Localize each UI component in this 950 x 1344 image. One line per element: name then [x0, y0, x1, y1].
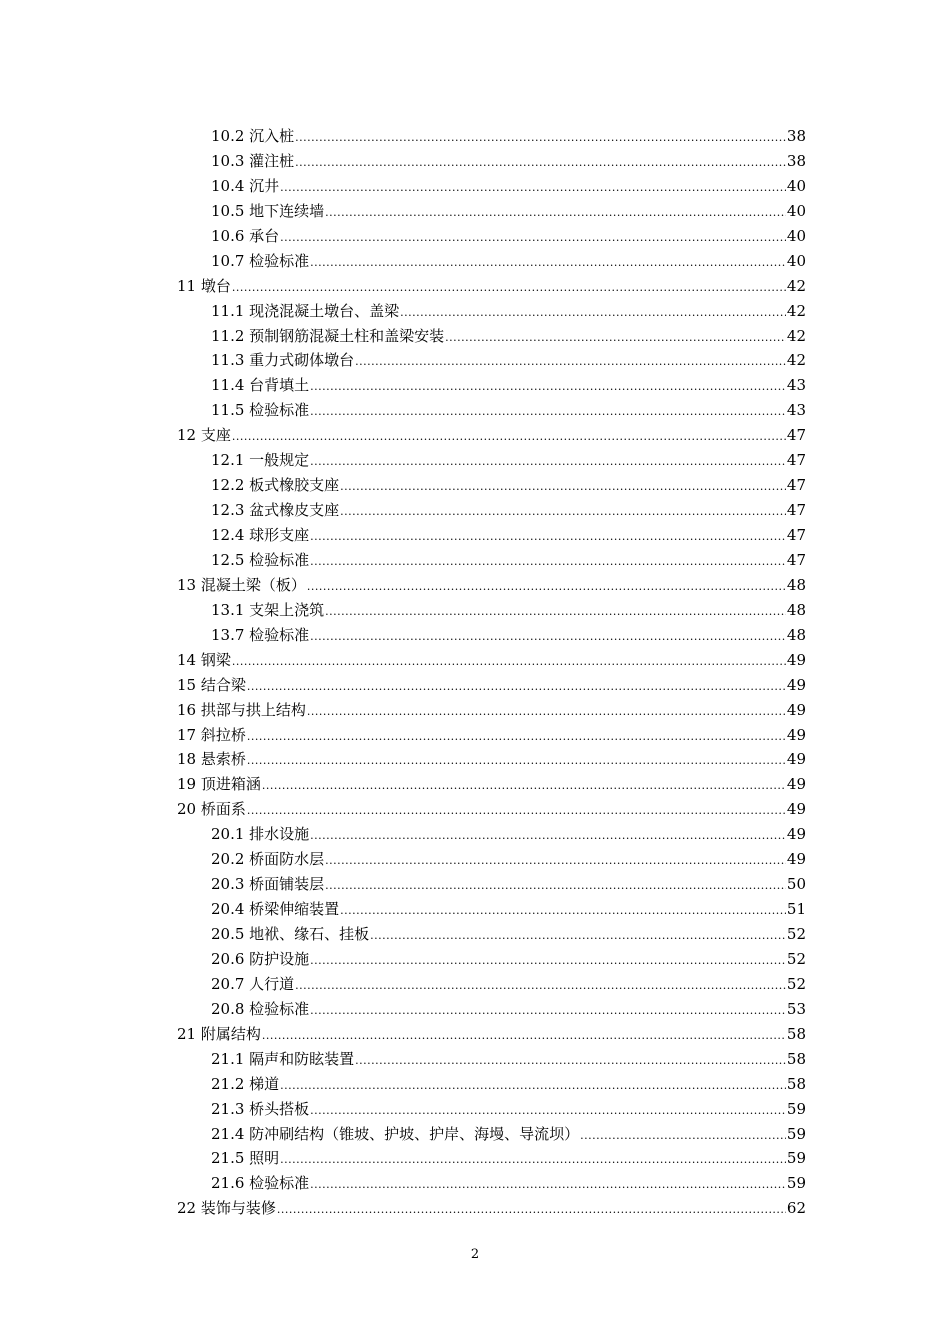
toc-entry[interactable]	[177, 897, 806, 922]
toc-entry[interactable]	[177, 972, 806, 997]
toc-entry-title: 11.3 重力式砌体墩台	[211, 351, 355, 370]
toc-entry-title: 11 墩台	[177, 276, 231, 295]
toc-dot-leader	[307, 575, 786, 600]
toc-entry-title: 21.1 隔声和防眩装置	[211, 1049, 355, 1068]
toc-entry-page: 51	[786, 900, 806, 919]
toc-dot-leader	[355, 1049, 786, 1074]
toc-entry-title: 20.8 检验标准	[211, 999, 310, 1018]
toc-entry[interactable]	[177, 423, 806, 448]
toc-dot-leader	[232, 650, 786, 675]
toc-entry-page: 49	[786, 700, 806, 719]
toc-dot-leader	[232, 276, 786, 301]
toc-entry-title: 14 钢梁	[177, 650, 231, 669]
toc-entry-page: 58	[786, 1024, 806, 1043]
toc-entry-title: 11.5 检验标准	[211, 401, 310, 420]
toc-entry-page: 40	[786, 226, 806, 245]
toc-entry-page: 59	[786, 1149, 806, 1168]
toc-entry[interactable]	[177, 174, 806, 199]
toc-entry[interactable]	[177, 324, 806, 349]
toc-dot-leader	[262, 774, 786, 799]
toc-entry[interactable]	[177, 797, 806, 822]
toc-entry-title: 21 附属结构	[177, 1024, 261, 1043]
toc-entry[interactable]	[177, 1097, 806, 1122]
toc-dot-leader	[325, 201, 786, 226]
toc-dot-leader	[280, 176, 786, 201]
toc-entry-page: 47	[786, 451, 806, 470]
toc-dot-leader	[310, 1173, 786, 1198]
toc-entry-page: 49	[786, 675, 806, 694]
toc-dot-leader	[310, 450, 786, 475]
toc-entry[interactable]	[177, 648, 806, 673]
toc-entry[interactable]	[177, 274, 806, 299]
toc-entry-page: 59	[786, 1174, 806, 1193]
toc-entry[interactable]	[177, 249, 806, 274]
toc-dot-leader	[310, 625, 786, 650]
toc-entry-title: 22 装饰与装修	[177, 1199, 276, 1218]
toc-entry-title: 21.5 照明	[211, 1149, 280, 1168]
toc-entry-page: 47	[786, 501, 806, 520]
toc-entry-page: 38	[786, 127, 806, 145]
toc-entry-title: 20.1 排水设施	[211, 825, 310, 844]
toc-entry[interactable]	[177, 1171, 806, 1196]
toc-entry-title: 10.7 检验标准	[211, 251, 310, 270]
toc-dot-leader	[280, 1074, 786, 1099]
toc-entry-page: 52	[786, 974, 806, 993]
toc-entry-page: 48	[786, 600, 806, 619]
toc-dot-leader	[247, 675, 786, 700]
toc-entry-title: 12 支座	[177, 426, 231, 445]
toc-entry-page: 38	[786, 151, 806, 170]
toc-entry[interactable]	[177, 573, 806, 598]
toc-dot-leader	[232, 425, 786, 450]
toc-entry-title: 13 混凝土梁（板）	[177, 575, 306, 594]
toc-entry-title: 10.6 承台	[211, 226, 280, 245]
toc-entry-page: 42	[786, 301, 806, 320]
toc-entry-title: 12.1 一般规定	[211, 451, 310, 470]
toc-dot-leader	[262, 1024, 786, 1049]
toc-entry-title: 11.2 预制钢筋混凝土柱和盖梁安装	[211, 326, 445, 345]
toc-dot-leader	[280, 226, 786, 251]
toc-entry-page: 42	[786, 351, 806, 370]
toc-entry-title: 10.3 灌注桩	[211, 151, 295, 170]
toc-entry-title: 13.7 检验标准	[211, 625, 310, 644]
toc-entry[interactable]	[177, 398, 806, 423]
toc-entry[interactable]	[177, 822, 806, 847]
toc-entry[interactable]	[177, 947, 806, 972]
toc-entry-title: 20.7 人行道	[211, 974, 295, 993]
toc-entry-page: 48	[786, 625, 806, 644]
toc-entry[interactable]	[177, 772, 806, 797]
toc-entry-page: 49	[786, 650, 806, 669]
toc-entry-title: 16 拱部与拱上结构	[177, 700, 306, 719]
toc-dot-leader	[295, 126, 786, 151]
toc-entry-page: 49	[786, 850, 806, 869]
toc-entry-page: 43	[786, 376, 806, 395]
toc-dot-leader	[310, 251, 786, 276]
toc-entry-title: 20.4 桥梁伸缩装置	[211, 900, 340, 919]
toc-entry[interactable]	[177, 1122, 806, 1147]
toc-entry-page: 40	[786, 201, 806, 220]
toc-entry[interactable]	[177, 224, 806, 249]
toc-entry-page: 49	[786, 775, 806, 794]
toc-dot-leader	[445, 326, 786, 351]
toc-entry-page: 47	[786, 476, 806, 495]
toc-entry-title: 12.3 盆式橡皮支座	[211, 501, 340, 520]
toc-entry-title: 10.5 地下连续墙	[211, 201, 325, 220]
toc-entry-page: 62	[786, 1199, 806, 1218]
toc-entry-page: 49	[786, 725, 806, 744]
toc-dot-leader	[310, 400, 786, 425]
toc-entry-title: 11.4 台背填土	[211, 376, 310, 395]
toc-entry-page: 49	[786, 750, 806, 769]
toc-entry-page: 53	[786, 999, 806, 1018]
toc-entry-title: 21.3 桥头搭板	[211, 1099, 310, 1118]
toc-entry[interactable]	[177, 673, 806, 698]
toc-dot-leader	[295, 151, 786, 176]
toc-entry[interactable]	[177, 623, 806, 648]
toc-entry-page: 52	[786, 949, 806, 968]
toc-entry[interactable]	[177, 498, 806, 523]
toc-entry-page: 52	[786, 925, 806, 943]
toc-entry-title: 11.1 现浇混凝土墩台、盖梁	[211, 301, 400, 320]
toc-dot-leader	[325, 600, 786, 625]
toc-entry-page: 43	[786, 401, 806, 420]
toc-entry-page: 48	[786, 575, 806, 594]
table-of-contents	[177, 124, 806, 1221]
toc-entry-page: 42	[786, 276, 806, 295]
toc-entry[interactable]	[177, 548, 806, 573]
toc-dot-leader	[310, 375, 786, 400]
toc-entry-title: 18 悬索桥	[177, 750, 246, 769]
toc-entry[interactable]	[177, 348, 806, 373]
toc-dot-leader	[340, 899, 786, 924]
toc-entry-title: 20.2 桥面防水层	[211, 850, 325, 869]
toc-entry-title: 20.3 桥面铺装层	[211, 875, 325, 894]
toc-entry-page: 58	[786, 1049, 806, 1068]
toc-entry-page: 47	[786, 550, 806, 569]
toc-entry-page: 49	[786, 800, 806, 819]
toc-dot-leader	[310, 949, 786, 974]
toc-entry-title: 12.2 板式橡胶支座	[211, 476, 340, 495]
toc-entry[interactable]	[177, 922, 806, 947]
toc-dot-leader	[400, 301, 786, 326]
toc-dot-leader	[370, 924, 786, 949]
toc-entry-title: 21.6 检验标准	[211, 1174, 310, 1193]
toc-dot-leader	[280, 1148, 786, 1173]
toc-entry[interactable]	[177, 997, 806, 1022]
toc-entry[interactable]	[177, 299, 806, 324]
toc-dot-leader	[310, 824, 786, 849]
toc-entry-page: 47	[786, 526, 806, 544]
toc-dot-leader	[340, 475, 786, 500]
toc-dot-leader	[295, 974, 786, 999]
toc-entry[interactable]	[177, 747, 806, 772]
toc-entry[interactable]	[177, 199, 806, 224]
toc-dot-leader	[310, 550, 786, 575]
toc-entry[interactable]	[177, 1196, 806, 1221]
toc-entry[interactable]	[177, 723, 806, 748]
toc-entry-title: 12.4 球形支座	[211, 526, 310, 544]
toc-entry[interactable]	[177, 523, 806, 548]
toc-dot-leader	[325, 874, 786, 899]
toc-entry-title: 10.2 沉入桩	[211, 127, 295, 145]
toc-entry[interactable]	[177, 149, 806, 174]
toc-entry-page: 49	[786, 825, 806, 844]
toc-dot-leader	[247, 725, 786, 750]
toc-dot-leader	[325, 849, 786, 874]
toc-entry[interactable]	[177, 1146, 806, 1171]
toc-entry[interactable]	[177, 473, 806, 498]
toc-entry[interactable]	[177, 1072, 806, 1097]
toc-entry-page: 59	[786, 1124, 806, 1143]
toc-dot-leader	[310, 999, 786, 1024]
toc-entry-title: 13.1 支架上浇筑	[211, 600, 325, 619]
toc-entry-page: 50	[786, 875, 806, 894]
page-number: 2	[470, 1247, 480, 1262]
toc-entry-title: 21.4 防冲刷结构（锥坡、护坡、护岸、海墁、导流坝）	[211, 1124, 580, 1143]
toc-dot-leader	[355, 350, 786, 375]
toc-dot-leader	[580, 1124, 786, 1149]
toc-entry-page: 58	[786, 1074, 806, 1093]
toc-entry-title: 19 顶进箱涵	[177, 775, 261, 794]
toc-entry[interactable]	[177, 847, 806, 872]
toc-entry[interactable]	[177, 598, 806, 623]
toc-entry-title: 12.5 检验标准	[211, 550, 310, 569]
toc-entry-title: 10.4 沉井	[211, 176, 280, 195]
toc-entry-page: 42	[786, 326, 806, 345]
toc-entry[interactable]	[177, 373, 806, 398]
toc-dot-leader	[247, 749, 786, 774]
toc-dot-leader	[310, 1099, 786, 1124]
toc-entry-title: 20 桥面系	[177, 800, 246, 819]
toc-entry[interactable]	[177, 1022, 806, 1047]
toc-entry[interactable]	[177, 124, 806, 149]
toc-entry-title: 15 结合梁	[177, 675, 246, 694]
toc-entry-title: 20.6 防护设施	[211, 949, 310, 968]
toc-dot-leader	[307, 700, 786, 725]
toc-dot-leader	[277, 1198, 786, 1223]
toc-entry-page: 40	[786, 251, 806, 270]
toc-entry[interactable]	[177, 698, 806, 723]
toc-entry-title: 17 斜拉桥	[177, 725, 246, 744]
toc-entry[interactable]	[177, 872, 806, 897]
toc-entry-page: 47	[786, 426, 806, 445]
toc-entry[interactable]	[177, 448, 806, 473]
toc-entry-page: 40	[786, 176, 806, 195]
toc-entry[interactable]	[177, 1047, 806, 1072]
toc-dot-leader	[310, 525, 786, 550]
toc-dot-leader	[340, 500, 786, 525]
toc-dot-leader	[247, 799, 786, 824]
toc-entry-title: 21.2 梯道	[211, 1074, 280, 1093]
toc-entry-title: 20.5 地袱、缘石、挂板	[211, 925, 370, 943]
toc-entry-page: 59	[786, 1099, 806, 1118]
